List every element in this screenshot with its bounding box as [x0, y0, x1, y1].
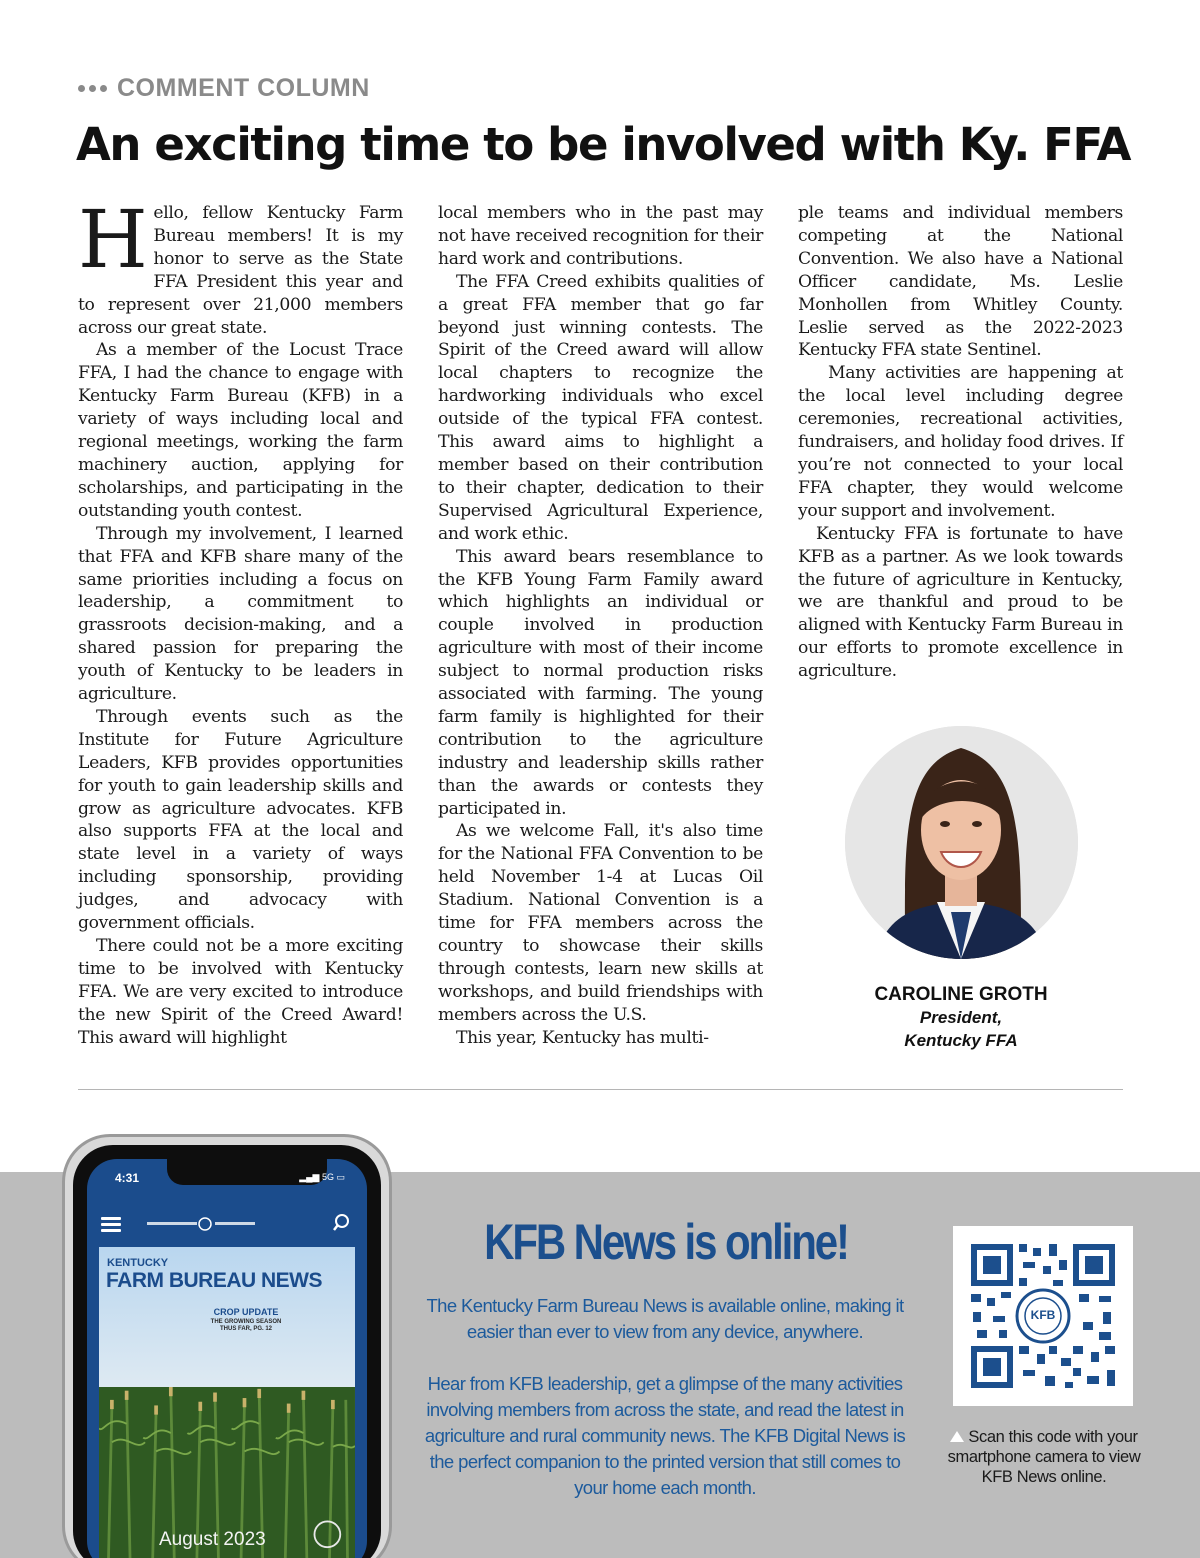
phone-mockup	[62, 1134, 392, 1558]
article-paragraph: As we welcome Fall, it's also time for the National FFA Convention to be held November 1-4 at Lucas Oil Stadium. National Convention is a time for FFA members across the country to showcase their skills through contests, learn new skills at workshops, and build friendships with members across the U.S.	[438, 821, 763, 1025]
author-photo	[845, 726, 1078, 959]
phone-screen	[87, 1159, 367, 1558]
article-column-3	[798, 202, 1123, 683]
app-logo-icon	[147, 1217, 307, 1231]
article-paragraph: This award bears resemblance to the KFB Young Farm Family award which highlights an individual or couple involved in production agriculture with most of their income subject to normal production risks associated with farming. The young farm family is highlighted for their contribution to the agriculture industry and leadership skills rather than the awards or contests they participated in.	[438, 546, 763, 819]
author-name: CAROLINE GROTH	[874, 984, 1048, 1005]
article-column-1	[78, 193, 403, 1050]
search-icon[interactable]	[333, 1213, 353, 1233]
promo-paragraph: Hear from KFB leadership, get a glimpse of the many activities involving members from across the state, and read the latest in agriculture and rural community news. The KFB Digital News is the perfect companion to the printed version that still comes to your home each month.	[424, 1373, 906, 1498]
cover-kentucky: KENTUCKY	[107, 1257, 169, 1269]
article-paragraph: There could not be a more exciting time to be involved with Kentucky FFA. We are very excited to introduce the new Spirit of the Creed Award! This award will highlight	[78, 936, 403, 1048]
battery-icon: ▭	[333, 1172, 345, 1182]
section-divider	[78, 1089, 1123, 1090]
triangle-up-icon	[950, 1431, 964, 1442]
article-paragraph: The FFA Creed exhibits qualities of a great FFA member that go far beyond just winning contests. The Spirit of the Creed award will allow local chapters to recognize the hardworking individuals who excel outside of the typical FFA contest. This award aims to highlight a member based on their contribution to their chapter, dedication to their Supervised Agricultural Experience, and work ethic.	[438, 271, 763, 544]
article-paragraph: This year, Kentucky has multi-	[456, 1027, 709, 1048]
kicker-dots-icon	[78, 85, 107, 92]
drop-cap: H	[78, 193, 148, 286]
article-paragraph: Through events such as the Institute for Future Agriculture Leaders, KFB provides opportunities for youth to gain leadership skills and grow as agriculture advocates. KFB also supports FFA at the local and state level in a variety of ways including sponsorship, providing judges, and advocacy with government officials.	[78, 706, 403, 934]
qr-code[interactable]	[953, 1226, 1133, 1406]
cover-title: FARM BUREAU NEWS	[106, 1269, 322, 1292]
portrait-image	[845, 726, 1078, 959]
kicker-label: COMMENT COLUMN	[117, 74, 370, 102]
article-paragraph: local members who in the past may not have received recognition for their hard work and contributions.	[438, 203, 763, 269]
author-title: President,	[919, 1008, 1003, 1027]
cover-issue-date: August 2023	[159, 1529, 266, 1550]
qr-center-label: KFB	[1030, 1308, 1056, 1322]
phone-status: ▂▄▆ 5G ▭	[299, 1172, 345, 1182]
section-kicker	[78, 74, 370, 103]
signal-icon: ▂▄▆	[299, 1172, 322, 1182]
author-caption	[821, 984, 1101, 1052]
article-paragraph: Hello, fellow Kentucky Farm Bureau members! It is my honor to serve as the State FFA President this year and to represent over 21,000 members across our great state.	[78, 193, 403, 338]
magazine-cover[interactable]	[99, 1247, 355, 1558]
promo-title: KFB News is online!	[484, 1214, 848, 1270]
promo-body	[420, 1293, 910, 1527]
cover-feature: CROP UPDATE THE GROWING SEASON THUS FAR, PG. 12	[210, 1307, 282, 1332]
qr-caption: Scan this code with your smartphone camera to view KFB News online.	[947, 1428, 1141, 1486]
article-paragraph: Kentucky FFA is fortunate to have KFB as a partner. As we look towards the future of agriculture in Kentucky, we are thankful and proud to be aligned with Kentucky Farm Bureau in our efforts to promote excellence in agriculture.	[798, 523, 1123, 682]
article-column-2	[438, 202, 763, 1050]
author-org: Kentucky FFA	[904, 1031, 1018, 1050]
phone-time: 4:31	[115, 1171, 140, 1185]
article-paragraph: As a member of the Locust Trace FFA, I had the chance to engage with Kentucky Farm Bureau (KFB) in a variety of ways including local and regional meetings, working the farm machinery auction, applying for scholarships, and participating in the outstanding youth contest.	[78, 340, 403, 521]
article-paragraph: Through my involvement, I learned that FFA and KFB share many of the same priorities including a focus on leadership, a commitment to grassroots decision-making, and a shared passion for preparing the youth of Kentucky to be leaders in agriculture.	[78, 523, 403, 705]
article-paragraph: Many activities are happening at the local level including degree ceremonies, recreational activities, fundraisers, and holiday food drives. If you’re not connected to your local FFA chapter, they would welcome your support and involvement.	[798, 363, 1123, 521]
menu-icon[interactable]	[101, 1217, 121, 1233]
promo-paragraph: The Kentucky Farm Bureau News is available online, making it easier than ever to view from any device, anywhere.	[426, 1295, 904, 1342]
article-headline: An exciting time to be involved with Ky. FFA	[76, 118, 1131, 171]
article-paragraph: ple teams and individual members competing at the National Convention. We also have a National Officer candidate, Ms. Leslie Monhollen from Whitley County. Leslie served as the 2022-2023 Kentucky FFA state Sentinel.	[798, 203, 1123, 361]
